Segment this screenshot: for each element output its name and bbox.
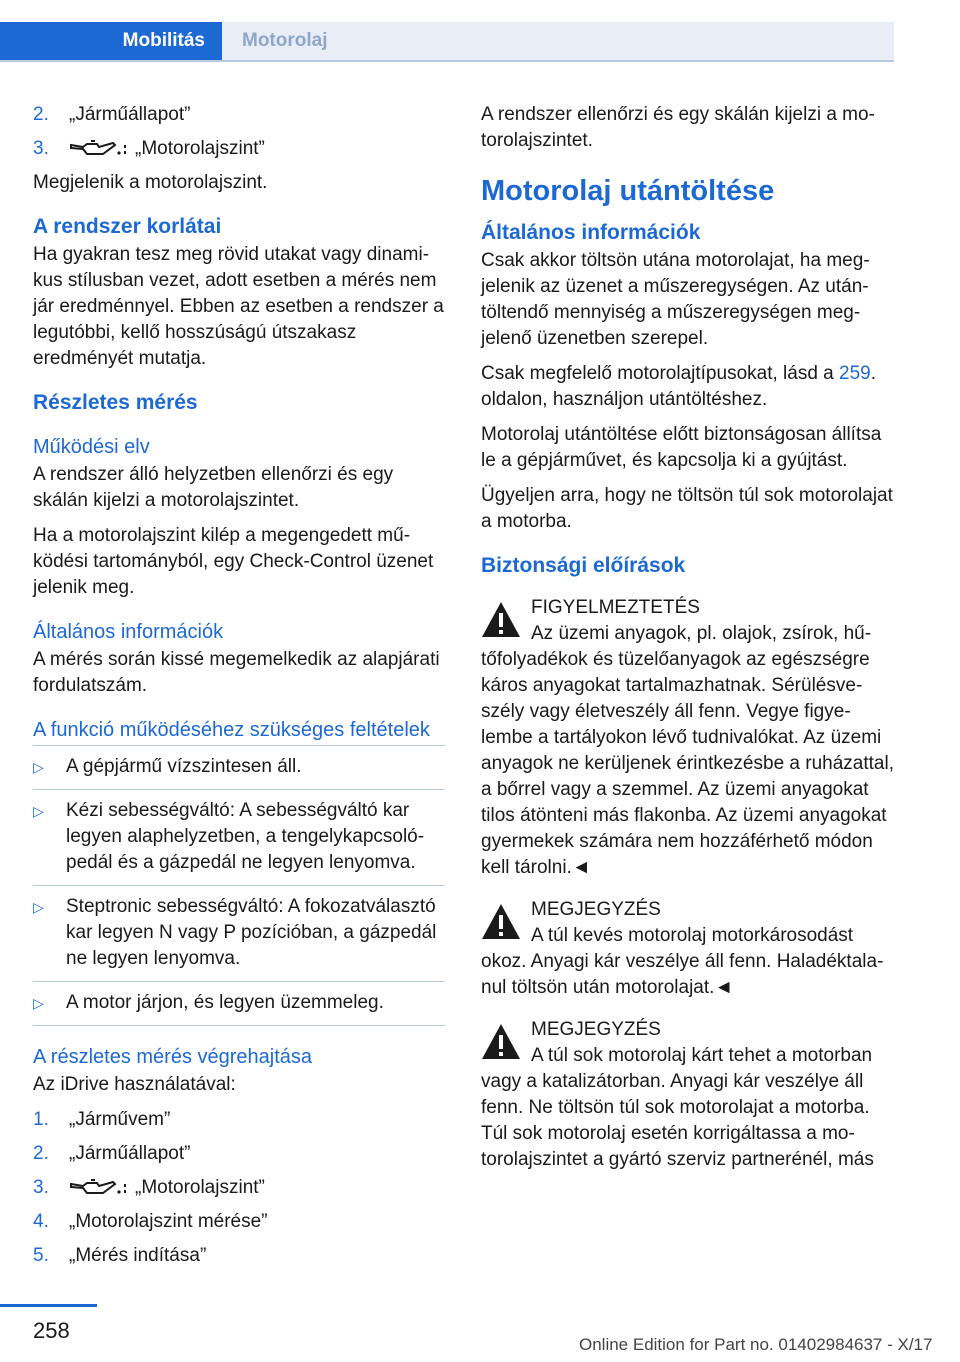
warning-text: A túl kevés motorolaj motorkárosodást okoz. Anyagi kár veszélye áll fenn. Haladéktalanul töltsön után motorolajat.◄ xyxy=(481,925,884,998)
list-text: „Járművem” xyxy=(69,1109,171,1130)
list-text: A gépjármű vízszintesen áll. xyxy=(66,756,302,777)
edition-footer: Online Edition for Part no. 01402984637 - X/17 xyxy=(579,1335,933,1354)
warning-triangle-icon xyxy=(481,601,521,639)
heading-refill: Motorolaj utántöltése xyxy=(481,175,775,207)
list-item xyxy=(33,1175,445,1201)
left-column xyxy=(33,102,445,1277)
paragraph: Motorolaj utántöltése előtt biztonságosan állítsa le a gépjárművet, és kapcsolja ki a gyújtást. xyxy=(481,424,882,471)
heading-general: Általános információk xyxy=(33,621,224,643)
warning-block xyxy=(481,595,896,881)
list-item xyxy=(33,1141,445,1167)
list-text: „Motorolajszint mérése” xyxy=(69,1211,268,1232)
list-number: 5. xyxy=(33,1245,49,1266)
paragraph: A rendszer álló helyzetben ellenőrzi és egy skálán kijelzi a motorolajszintet. xyxy=(33,464,394,511)
page-number: 258 xyxy=(33,1318,70,1343)
paragraph: Ügyeljen arra, hogy ne töltsön túl sok motorolajat a motorba. xyxy=(481,485,893,532)
list-item xyxy=(33,136,445,162)
heading-limits: A rendszer korlátai xyxy=(33,215,222,238)
oil-can-icon xyxy=(69,139,129,159)
paragraph: Az iDrive használatával: xyxy=(33,1074,236,1095)
warning-block xyxy=(481,1017,896,1173)
list-item xyxy=(33,982,445,1026)
heading-detailed: Részletes mérés xyxy=(33,391,198,414)
paragraph xyxy=(481,361,896,413)
tab-mobilitas[interactable]: Mobilitás xyxy=(0,22,222,60)
warning-block xyxy=(481,897,896,1001)
list-item xyxy=(33,790,445,886)
heading-safety: Biztonsági előírások xyxy=(481,554,686,577)
page-header xyxy=(0,0,960,64)
triangle-bullet-icon: ▷ xyxy=(33,803,44,819)
heading-execute: A részletes mérés végrehajtása xyxy=(33,1046,313,1068)
page-number-rule xyxy=(0,1304,97,1307)
list-text: Kézi sebességváltó: A sebességváltó kar legyen alaphelyzetben, a tengelykapcsolópedál és a gázpedál ne legyen lenyomva. xyxy=(66,800,425,873)
list-item xyxy=(33,886,445,982)
warning-title: MEGJEGYZÉS xyxy=(531,899,661,920)
list-text: Steptronic sebességváltó: A fokozatválasztó kar legyen N vagy P pozícióban, a gázpedál ne legyen lenyomva. xyxy=(66,896,437,969)
text: . oldalon, használjon utántöltéshez. xyxy=(481,363,876,410)
header-divider xyxy=(0,60,894,62)
warning-text: Az üzemi anyagok, pl. olajok, zsírok, hűtőfolyadékok és tüzelőanyagok az egészségre káros anyagokat tartalmazhatnak. Sérülésveszély vagy életveszély áll fenn. Vegye figyelembe a tartályokon lévő tudnivalókat. Az üzemi anyagok ne kerüljenek érintkezésbe a ruházattal, a bőrrel vagy a szemmel. Az üzemi anyagokat tilos átönteni más flakonba. Az üzemi anyagokat gyermekek számára nem hozzáférhető módon kell tárolni.◄ xyxy=(481,623,894,878)
tab-motorolaj[interactable]: Motorolaj xyxy=(222,22,894,60)
paragraph: Csak akkor töltsön utána motorolajat, ha megjelenik az üzenet a műszeregységen. Az utántöltendő mennyiség a műszeregységen megjelenő üzenetben szerepel. xyxy=(481,250,870,349)
list-number: 4. xyxy=(33,1211,49,1232)
list-text: „Motorolajszint” xyxy=(135,138,265,159)
list-item xyxy=(33,1209,445,1235)
heading-general: Általános információk xyxy=(481,221,701,244)
heading-conditions: A funkció működéséhez szükséges feltételek xyxy=(33,719,430,741)
heading-principle: Működési elv xyxy=(33,436,150,458)
warning-triangle-icon xyxy=(481,1023,521,1061)
triangle-bullet-icon: ▷ xyxy=(33,995,44,1011)
warning-text: A túl sok motorolaj kárt tehet a motorban vagy a katalizátorban. Anyagi kár veszélye áll fenn. Ne töltsön túl sok motorolajat a motorba. Túl sok motorolaj esetén korrigáltassa a motorolajszintet a gyártó szerviz partnerénél, más xyxy=(481,1045,874,1170)
list-number: 3. xyxy=(33,138,49,159)
paragraph: A mérés során kissé megemelkedik az alapjárati fordulatszám. xyxy=(33,649,440,696)
warning-title: FIGYELMEZTETÉS xyxy=(531,597,700,618)
triangle-bullet-icon: ▷ xyxy=(33,759,44,775)
paragraph: Ha a motorolajszint kilép a megengedett működési tartományból, egy Check-Control üzenet jelenik meg. xyxy=(33,525,434,598)
list-item xyxy=(33,1107,445,1133)
list-item xyxy=(33,746,445,790)
list-text: „Járműállapot” xyxy=(69,1143,191,1164)
page-link[interactable]: 259 xyxy=(839,363,871,384)
paragraph: Ha gyakran tesz meg rövid utakat vagy dinamikus stílusban vezet, adott esetben a mérés nem jár eredménnyel. Ebben az esetben a rendszer a legutóbbi, kellő hosszúságú útszakasz eredményét mutatja. xyxy=(33,244,444,369)
triangle-bullet-icon: ▷ xyxy=(33,899,44,915)
paragraph: Megjelenik a motorolajszint. xyxy=(33,172,268,193)
list-text: „Járműállapot” xyxy=(69,104,191,125)
list-item xyxy=(33,102,445,128)
warning-title: MEGJEGYZÉS xyxy=(531,1019,661,1040)
list-number: 3. xyxy=(33,1177,49,1198)
list-number: 2. xyxy=(33,1143,49,1164)
list-number: 2. xyxy=(33,104,49,125)
right-column xyxy=(481,102,896,1183)
list-item xyxy=(33,1243,445,1269)
paragraph: A rendszer ellenőrzi és egy skálán kijelzi a motorolajszintet. xyxy=(481,104,875,151)
text: Csak megfelelő motorolajtípusokat, lásd a xyxy=(481,363,840,384)
list-number: 1. xyxy=(33,1109,49,1130)
list-text: „Motorolajszint” xyxy=(135,1177,265,1198)
warning-triangle-icon xyxy=(481,903,521,941)
oil-can-icon xyxy=(69,1178,129,1198)
list-text: „Mérés indítása” xyxy=(69,1245,207,1266)
list-text: A motor járjon, és legyen üzemmeleg. xyxy=(66,992,384,1013)
conditions-list xyxy=(33,745,445,1026)
